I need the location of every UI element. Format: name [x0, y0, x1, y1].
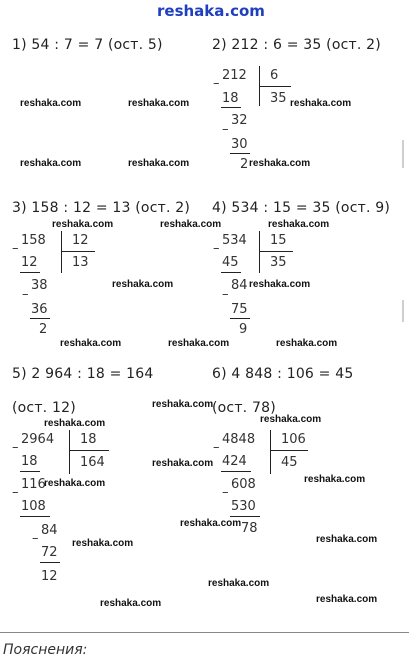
division-bracket-horizontal [270, 450, 308, 451]
watermark: reshaka.com [208, 578, 270, 589]
step-subtrahend: 530 [231, 499, 256, 514]
watermark: reshaka.com [152, 399, 214, 410]
step-subtrahend: 45 [222, 255, 239, 270]
step-remainder: 38 [31, 278, 48, 293]
problem-2-equation: 2) 212 : 6 = 35 (ост. 2) [212, 37, 381, 53]
step-underline [230, 318, 250, 319]
dividend: 4848 [222, 432, 256, 447]
step-underline [20, 516, 50, 517]
watermark: reshaka.com [268, 219, 330, 230]
problem-1-equation: 1) 54 : 7 = 7 (ост. 5) [12, 37, 163, 53]
divisor: 15 [270, 233, 287, 248]
watermark: reshaka.com [290, 98, 352, 109]
step-underline [20, 471, 40, 472]
problem-3-equation: 3) 158 : 12 = 13 (ост. 2) [12, 200, 191, 216]
minus-sign: – [12, 485, 19, 500]
watermark: reshaka.com [160, 219, 222, 230]
quotient: 13 [72, 255, 89, 270]
step-remainder: 84 [41, 523, 58, 538]
final-remainder: 12 [41, 569, 58, 584]
minus-sign: – [22, 287, 29, 302]
step-subtrahend: 75 [231, 302, 248, 317]
step-remainder: 608 [231, 477, 256, 492]
quotient: 35 [270, 255, 287, 270]
watermark: reshaka.com [112, 279, 174, 290]
problem-5-remainder-note: (ост. 12) [12, 400, 76, 416]
minus-sign: – [12, 241, 19, 256]
minus-sign: – [222, 122, 229, 137]
step-subtrahend: 18 [222, 91, 239, 106]
watermark: reshaka.com [128, 158, 190, 169]
watermark: reshaka.com [72, 538, 134, 549]
minus-sign: – [213, 241, 220, 256]
step-underline [221, 107, 241, 108]
problem-6-equation: 6) 4 848 : 106 = 45 [212, 366, 354, 382]
dividend: 2964 [21, 432, 55, 447]
problem-6-remainder-note: (ост. 78) [212, 400, 276, 416]
division-bracket-horizontal [69, 450, 109, 451]
step-underline [30, 318, 50, 319]
step-underline [20, 272, 40, 273]
section-divider [0, 632, 409, 633]
watermark: reshaka.com [249, 158, 311, 169]
step-remainder: 116 [21, 477, 46, 492]
division-bracket-horizontal [259, 86, 291, 87]
division-bracket-vertical [69, 430, 70, 474]
step-remainder: 32 [231, 113, 248, 128]
step-subtrahend: 72 [41, 545, 58, 560]
problem-5-equation: 5) 2 964 : 18 = 164 [12, 366, 154, 382]
divisor: 12 [72, 233, 89, 248]
minus-sign: – [222, 485, 229, 500]
step-subtrahend: 424 [222, 454, 247, 469]
step-underline [221, 471, 251, 472]
problem-4-equation: 4) 534 : 15 = 35 (ост. 9) [212, 200, 391, 216]
division-bracket-vertical [259, 231, 260, 273]
division-bracket-vertical [270, 430, 271, 474]
watermark: reshaka.com [44, 418, 106, 429]
step-remainder: 84 [231, 278, 248, 293]
watermark: reshaka.com [60, 338, 122, 349]
dividend: 158 [21, 233, 46, 248]
watermark: reshaka.com [128, 98, 190, 109]
step-subtrahend: 30 [231, 137, 248, 152]
watermark: reshaka.com [100, 598, 162, 609]
minus-sign: – [32, 531, 39, 546]
watermark: reshaka.com [316, 594, 378, 605]
minus-sign: – [12, 440, 19, 455]
minus-sign: – [213, 440, 220, 455]
final-remainder: 2 [240, 157, 249, 172]
division-bracket-horizontal [61, 251, 95, 252]
step-underline [230, 516, 260, 517]
watermark: reshaka.com [249, 279, 311, 290]
final-remainder: 9 [239, 322, 248, 337]
edge-mark [402, 300, 404, 322]
quotient: 164 [80, 455, 105, 470]
divisor: 6 [270, 68, 279, 83]
step-underline [40, 562, 60, 563]
watermark: reshaka.com [168, 338, 230, 349]
divisor: 18 [80, 432, 97, 447]
watermark: reshaka.com [152, 458, 214, 469]
quotient: 45 [281, 455, 298, 470]
site-title[interactable]: reshaka.com [157, 2, 265, 20]
dividend: 212 [222, 68, 247, 83]
final-remainder: 78 [241, 521, 258, 536]
divisor: 106 [281, 432, 306, 447]
edge-mark [402, 140, 404, 168]
watermark: reshaka.com [52, 219, 114, 230]
division-bracket-vertical [61, 231, 62, 273]
step-subtrahend: 12 [21, 255, 38, 270]
division-bracket-horizontal [259, 251, 293, 252]
dividend: 534 [222, 233, 247, 248]
explanations-heading: Пояснения: [3, 642, 88, 658]
watermark: reshaka.com [44, 478, 106, 489]
final-remainder: 2 [39, 322, 48, 337]
step-subtrahend: 36 [31, 302, 48, 317]
step-underline [221, 272, 241, 273]
minus-sign: – [213, 76, 220, 91]
watermark: reshaka.com [316, 534, 378, 545]
step-underline [230, 153, 250, 154]
watermark: reshaka.com [304, 474, 366, 485]
step-subtrahend: 108 [21, 499, 46, 514]
watermark: reshaka.com [180, 518, 242, 529]
watermark: reshaka.com [20, 98, 82, 109]
watermark: reshaka.com [276, 338, 338, 349]
quotient: 35 [270, 91, 287, 106]
step-subtrahend: 18 [21, 454, 38, 469]
watermark: reshaka.com [260, 414, 322, 425]
minus-sign: – [222, 287, 229, 302]
watermark: reshaka.com [20, 158, 82, 169]
